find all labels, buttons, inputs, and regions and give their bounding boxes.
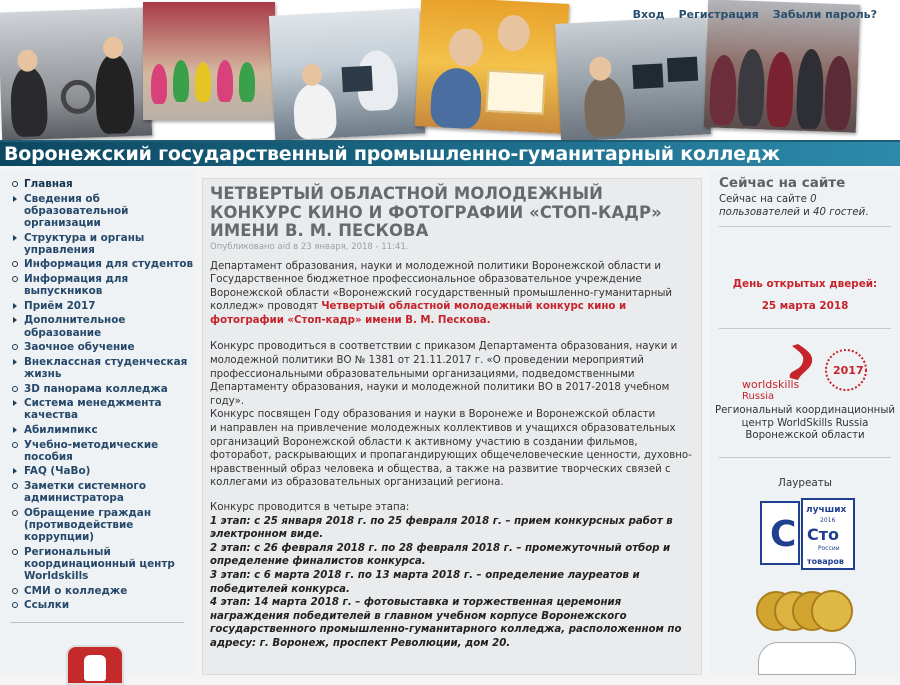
online-block-title: Сейчас на сайте — [719, 175, 846, 191]
right-sidebar — [710, 170, 900, 675]
menu-item-citizen-appeals[interactable]: Обращение граждан (противодействие коррупции) — [12, 507, 195, 544]
svg-text:С: С — [770, 514, 797, 555]
menu-item-links[interactable]: Ссылки — [12, 599, 195, 611]
online-status — [710, 191, 900, 219]
article — [202, 178, 702, 675]
menu-item-additional-education[interactable]: Дополнительное образование — [12, 314, 195, 338]
menu-item-3d-panorama[interactable]: 3D панорама колледжа — [12, 383, 195, 395]
divider — [719, 328, 891, 329]
online-and: и — [803, 207, 810, 218]
worldskills-logo[interactable] — [740, 342, 870, 402]
stage-1: 1 этап: с 25 января 2018 г. по 25 февраля 2018 г. – прием конкурсных работ в электронном виде. — [210, 515, 673, 541]
site-banner — [0, 140, 900, 166]
article-paragraph-goals: и направлен на привлечение молодежных коллективов и учащихся образовательных организаций Воронежской области к активному участию в создании фильмов, фоторабот, раскрывающих и пропагандирующих общечеловеческие ценности, духовно-нравственный образ человека и общества, а также на развитие творческих связей с коллегами из образовательных организаций региона. — [210, 423, 692, 489]
header-photo-children — [415, 0, 570, 134]
divider — [719, 457, 891, 458]
menu-item-distance-learning[interactable]: Заочное обучение — [12, 341, 195, 353]
menu-item-home[interactable]: Главная — [12, 178, 195, 190]
online-users: 0 пользователей — [719, 194, 817, 218]
online-guests: 40 гостей — [813, 207, 866, 218]
stages-intro: Конкурс проводится в четыре этапа: — [210, 502, 410, 513]
medals-graphic — [756, 588, 856, 634]
stage-4: 4 этап: 14 марта 2018 г. – фотовыставка и торжественная церемония награждения победителей в главном учебном корпусе Воронежского государственного промышленно-гуманитарного колледжа, расположенном по адресу: г. Воронеж, проспект Революции, дом 20. — [210, 597, 682, 649]
menu-item-organization-info[interactable]: Сведения об образовательной организации — [12, 193, 195, 230]
article-intro — [210, 260, 695, 328]
intro-highlight: Четвертый областной молодежный конкурс кино и фотографии «Стоп-кадр» имени В. М. Пескова. — [210, 301, 627, 326]
menu-item-abilympics[interactable]: Абилимпикс — [12, 424, 195, 436]
left-divider — [10, 622, 184, 623]
hand-icon — [84, 655, 106, 681]
menu-item-graduates-info[interactable]: Информация для выпускников — [12, 273, 195, 297]
article-paragraph-order: Конкурс проводиться в соответствии с приказом Департамента образования, науки и молодежной политики ВО № 1381 от 21.11.2017 г. «О проведении мероприятий профессиональными образовательными организациями, подведомственными Департаменту образования, науки и молодежной политики ВО в 2017-2018 учебном году». — [210, 341, 678, 407]
menu-item-students-info[interactable]: Информация для студентов — [12, 258, 195, 270]
article-published: Опубликовано aid в 23 января, 2018 - 11:41. — [210, 241, 409, 252]
menu-item-media[interactable]: СМИ о колледже — [12, 585, 195, 597]
menu-item-worldskills-center[interactable]: Региональный координационный центр Worldskills — [12, 546, 195, 583]
svg-text:России: России — [818, 545, 840, 552]
svg-text:worldskills: worldskills — [742, 378, 800, 391]
badge-graphic — [760, 498, 856, 576]
intro-text: Департамент образования, науки и молодежной политики Воронежской области и Государственное бюджетное профессиональное образовательное учреждение Воронежской области «Воронежский государственный промышленно-гуманитарный колледж» проводят — [210, 260, 673, 313]
menu-item-teaching-aids[interactable]: Учебно-методические пособия — [12, 439, 195, 463]
svg-text:Сто: Сто — [807, 525, 840, 544]
divider — [719, 226, 891, 227]
svg-text:2017: 2017 — [833, 364, 864, 377]
bottom-badge[interactable] — [758, 642, 856, 675]
100-best-goods-badge[interactable] — [760, 498, 856, 576]
main-menu — [0, 170, 195, 612]
menu-item-student-life[interactable]: Внеклассная студенческая жизнь — [12, 356, 195, 380]
laureates-title: Лауреаты — [778, 477, 832, 489]
top-links — [633, 8, 877, 21]
menu-item-admin-notes[interactable]: Заметки системного администратора — [12, 480, 195, 504]
svg-text:2016: 2016 — [820, 517, 836, 524]
site-title[interactable]: Воронежский государственный промышленно-гуманитарный колледж — [4, 143, 780, 165]
svg-text:Russia: Russia — [742, 391, 775, 402]
svg-text:товаров: товаров — [807, 557, 844, 566]
header-photo-dance — [143, 2, 275, 120]
article-title[interactable]: ЧЕТВЕРТЫЙ ОБЛАСТНОЙ МОЛОДЕЖНЫЙ КОНКУРС КИНО И ФОТОГРАФИИ «СТОП-КАДР» ИМЕНИ В. М. ПЕСКОВА — [210, 184, 662, 240]
menu-item-admission[interactable]: Приём 2017 — [12, 300, 195, 312]
worldskills-caption[interactable]: Региональный координационный центр WorldSkills Russia Воронежской области — [714, 405, 896, 441]
online-prefix: Сейчас на сайте — [719, 194, 807, 205]
header-photo-cinema — [0, 7, 152, 140]
open-day-date[interactable]: 25 марта 2018 — [761, 300, 849, 312]
stage-2: 2 этап: с 26 февраля 2018 г. по 28 февраля 2018 г. – промежуточный отбор и определение финалистов конкурса. — [210, 542, 671, 568]
header — [0, 0, 900, 140]
worldskills-logo-graphic — [740, 342, 870, 402]
register-link[interactable]: Регистрация — [678, 8, 759, 21]
stage-3: 3 этап: с 6 марта 2018 г. по 13 марта 2018 г. – определение лауреатов и победителей конкурса. — [210, 569, 640, 595]
menu-item-faq[interactable]: FAQ (ЧаВо) — [12, 465, 195, 477]
login-link[interactable]: Вход — [632, 8, 665, 21]
left-sidebar — [0, 170, 195, 675]
forgot-password-link[interactable]: Забыли пароль? — [772, 8, 877, 21]
gold-medals[interactable] — [756, 588, 856, 634]
svg-text:лучших: лучших — [806, 505, 847, 515]
open-day-title[interactable]: День открытых дверей: — [732, 278, 878, 290]
online-end: . — [865, 207, 869, 218]
header-photo-computers — [555, 16, 711, 140]
header-photo-lab — [269, 8, 425, 140]
menu-item-quality-management[interactable]: Система менеджмента качества — [12, 397, 195, 421]
menu-item-structure[interactable]: Структура и органы управления — [12, 232, 195, 256]
stop-hand-banner[interactable] — [66, 645, 124, 685]
article-paragraph-dedication: Конкурс посвящен Году образования и науки в Воронеже и Воронежской области — [210, 409, 656, 421]
